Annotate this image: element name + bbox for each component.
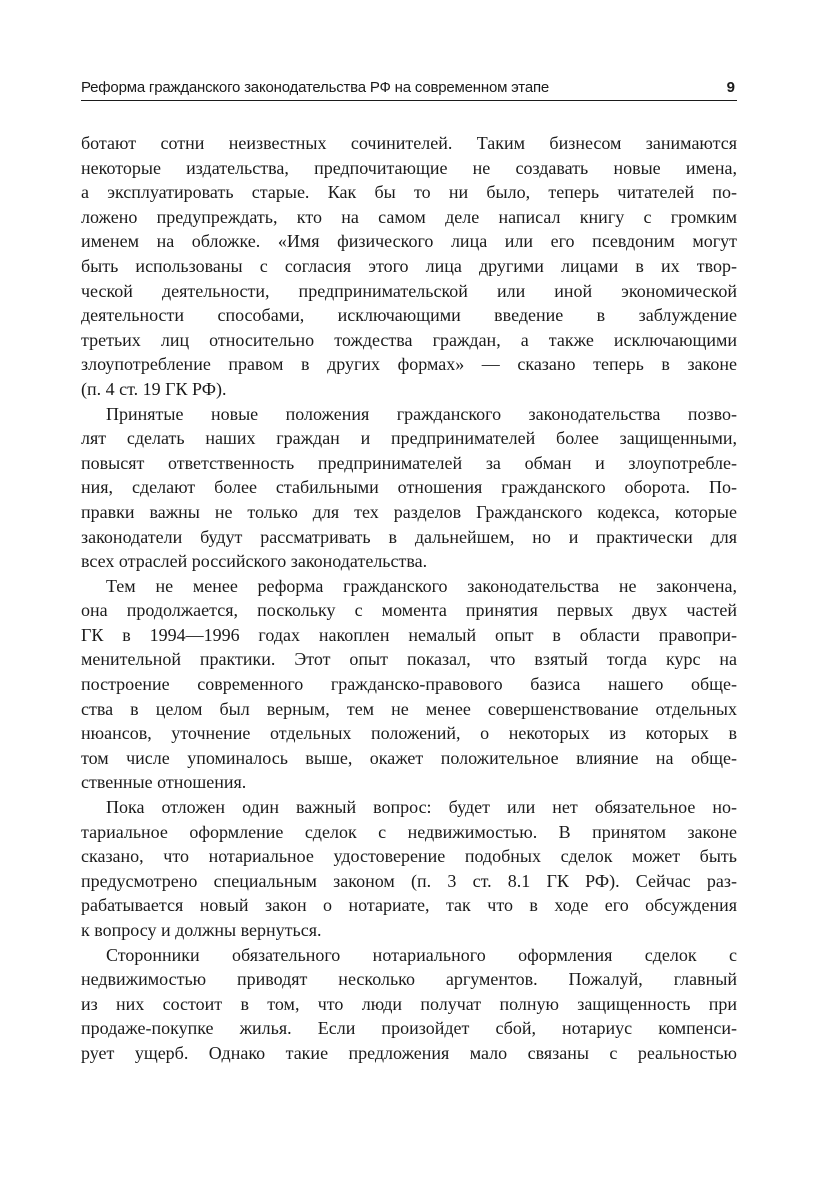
text-line: ния, сделают более стабильными отношения гражданского оборота. По- xyxy=(81,477,737,498)
text-line: быть использованы с согласия этого лица другими лицами в их твор- xyxy=(81,255,737,276)
text-line: из них состоит в том, что люди получат полную защищенность при xyxy=(81,993,737,1014)
text-line: Сторонники обязательного нотариального оформления сделок с xyxy=(106,944,737,965)
text-line: именем на обложке. «Имя физического лица или его псевдоним могут xyxy=(81,231,737,252)
running-header-title: Реформа гражданского законодательства РФ на современном этапе xyxy=(81,79,550,96)
text-line: предусмотрено специальным законом (п. 3 ст. 8.1 ГК РФ). Сейчас раз- xyxy=(81,870,737,891)
text-line: лят сделать наших граждан и предпринимателей более защищенными, xyxy=(81,428,737,449)
paragraph xyxy=(81,943,737,1066)
text-line: нюансов, уточнение отдельных положений, о некоторых из которых в xyxy=(81,723,737,744)
text-line: сказано, что нотариальное удостоверение подобных сделок может быть xyxy=(81,846,737,867)
text-line: менительной практики. Этот опыт показал, что взятый тогда курс на xyxy=(81,649,737,670)
paragraph xyxy=(81,795,737,943)
text-line: Тем не менее реформа гражданского законодательства не закончена, xyxy=(106,575,737,596)
text-line: недвижимостью приводят несколько аргументов. Пожалуй, главный xyxy=(81,969,737,990)
paragraph xyxy=(81,402,737,574)
text-line: повысят ответственность предпринимателей за обман и злоупотребле- xyxy=(81,452,737,473)
text-line: рабатывается новый закон о нотариате, так что в ходе его обсуждения xyxy=(81,895,737,916)
text-line: Пока отложен один важный вопрос: будет или нет обязательное но- xyxy=(106,797,737,818)
text-line: рует ущерб. Однако такие предложения мало связаны с реальностью xyxy=(81,1042,737,1063)
paragraph xyxy=(81,574,737,795)
text-line: ложено предупреждать, кто на самом деле написал книгу с громким xyxy=(81,206,737,227)
text-line: продаже-покупке жилья. Если произойдет сбой, нотариус компенси- xyxy=(81,1018,737,1039)
text-line: ГК в 1994—1996 годах накоплен немалый опыт в области правопри- xyxy=(81,624,737,645)
body-text xyxy=(81,131,737,1066)
paragraph xyxy=(81,131,737,402)
running-header xyxy=(81,78,737,101)
text-line: тариальное оформление сделок с недвижимостью. В принятом законе xyxy=(81,821,737,842)
text-line: ственные отношения. xyxy=(81,772,247,793)
text-line: она продолжается, поскольку с момента принятия первых двух частей xyxy=(81,600,737,621)
page-number: 9 xyxy=(726,79,735,96)
text-line: некоторые издательства, предпочитающие не создавать новые имена, xyxy=(81,157,737,178)
text-line: том числе упоминалось выше, окажет положительное влияние на обще- xyxy=(81,747,737,768)
text-line: ческой деятельности, предпринимательской или иной экономической xyxy=(81,280,737,301)
text-line: деятельности способами, исключающими введение в заблуждение xyxy=(81,305,737,326)
text-line: а эксплуатировать старые. Как бы то ни было, теперь читателей по- xyxy=(81,182,737,203)
text-line: правки важны не только для тех разделов Гражданского кодекса, которые xyxy=(81,501,737,522)
text-line: построение современного гражданско-правового базиса нашего обще- xyxy=(81,674,737,695)
text-line: ства в целом был верным, тем не менее совершенствование отдельных xyxy=(81,698,737,719)
text-line: всех отраслей российского законодательства. xyxy=(81,551,428,572)
text-line: Принятые новые положения гражданского законодательства позво- xyxy=(106,403,737,424)
text-line: третьих лиц относительно тождества граждан, а также исключающими xyxy=(81,329,737,350)
text-line: ботают сотни неизвестных сочинителей. Таким бизнесом занимаются xyxy=(81,133,737,153)
text-line: злоупотребление правом в других формах» — сказано теперь в законе xyxy=(81,354,737,375)
text-line: законодатели будут рассматривать в дальнейшем, но и практически для xyxy=(81,526,737,547)
text-line: (п. 4 ст. 19 ГК РФ). xyxy=(81,378,227,399)
text-line: к вопросу и должны вернуться. xyxy=(81,920,322,940)
